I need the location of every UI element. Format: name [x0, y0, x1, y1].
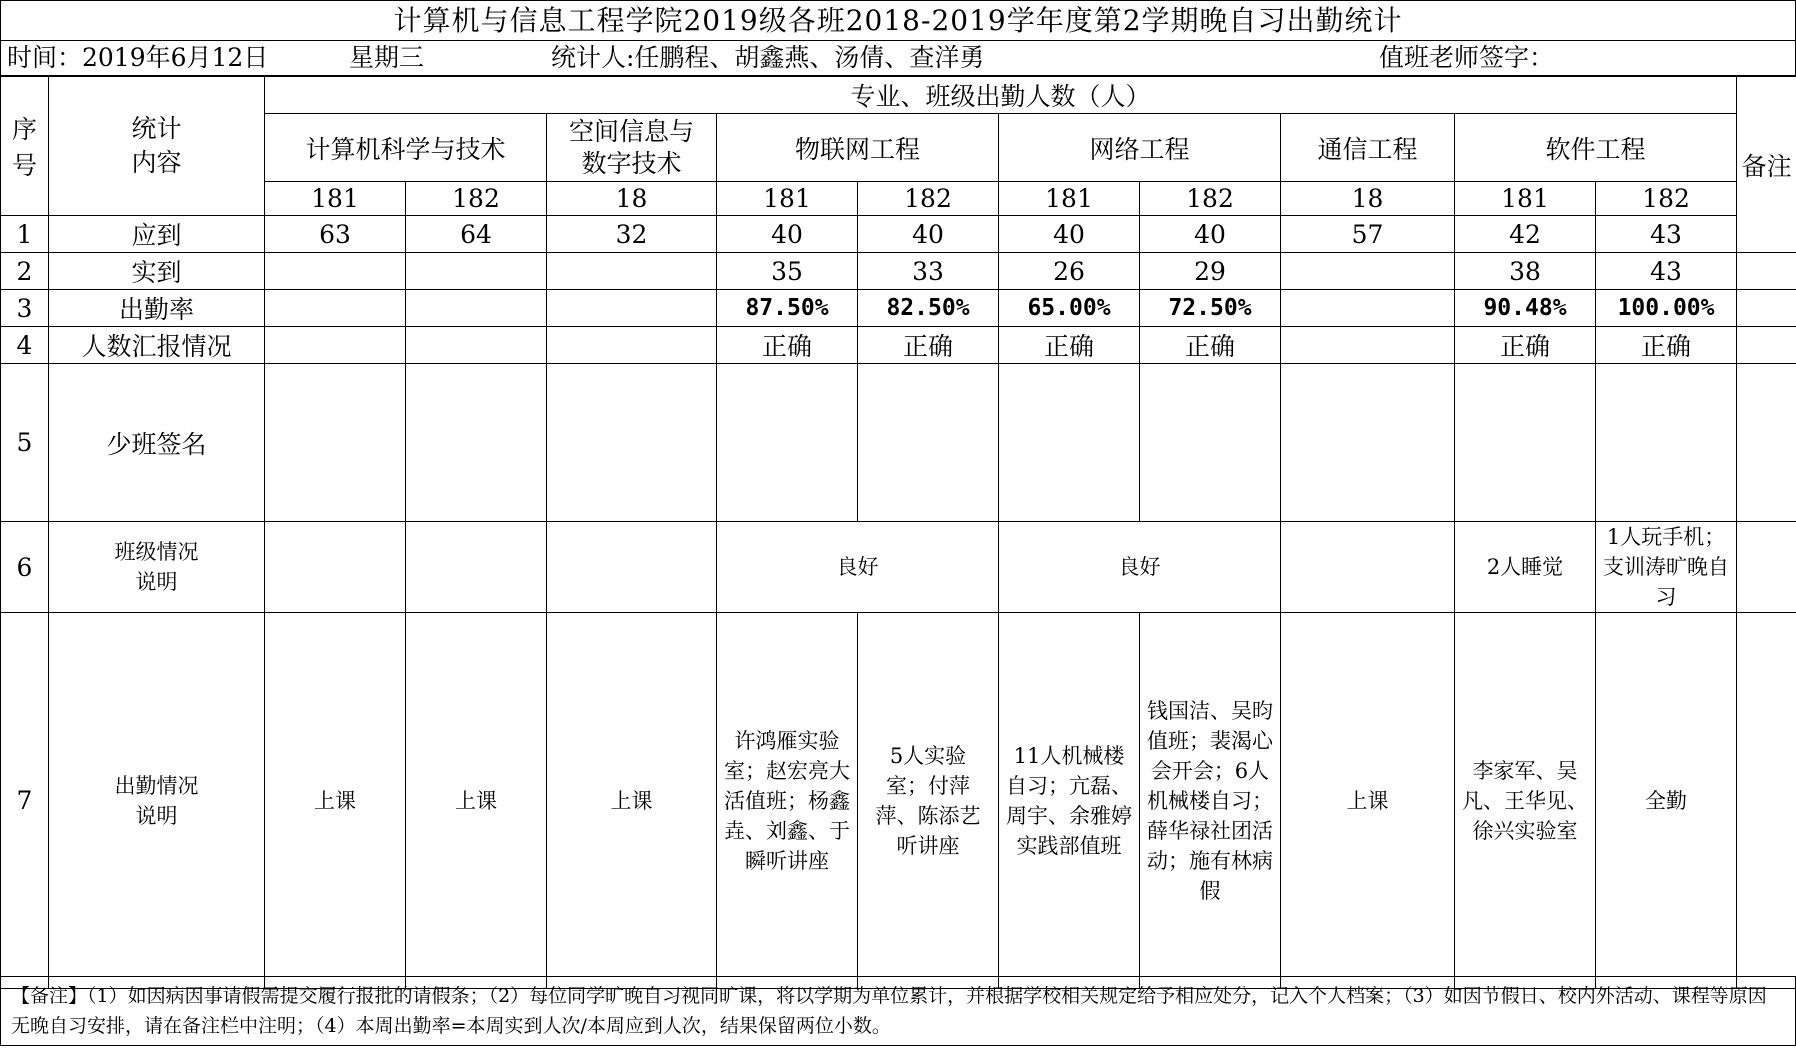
remark-cell	[1737, 613, 1796, 989]
data-cell: 上课	[1281, 613, 1455, 989]
major-spatial: 空间信息与 数字技术	[547, 114, 717, 182]
data-cell: 40	[999, 216, 1140, 253]
data-cell	[1596, 522, 1737, 613]
row-seq: 6	[1, 522, 49, 613]
table-row	[1, 253, 1796, 290]
data-cell: 正确	[1455, 327, 1596, 364]
class-header: 182	[406, 182, 547, 216]
data-cell	[265, 253, 406, 290]
data-cell: 57	[1281, 216, 1455, 253]
class-header: 182	[858, 182, 999, 216]
signature-cell	[1281, 364, 1455, 522]
data-cell: 38	[1455, 253, 1596, 290]
data-cell	[1140, 613, 1281, 989]
class-header: 18	[547, 182, 717, 216]
data-cell: 42	[1455, 216, 1596, 253]
info-row	[0, 40, 1796, 76]
table-row	[1, 290, 1796, 327]
data-cell	[1281, 522, 1455, 613]
data-cell: 正确	[1140, 327, 1281, 364]
class-status-note: 1人玩手机；支训涛旷晚自习	[1603, 525, 1730, 609]
row-label: 出勤率	[49, 290, 265, 327]
data-cell	[406, 522, 547, 613]
data-cell: 100.00%	[1596, 290, 1737, 327]
data-cell	[406, 253, 547, 290]
data-cell: 35	[717, 253, 858, 290]
data-cell: 63	[265, 216, 406, 253]
data-cell: 32	[547, 216, 717, 253]
row-label: 班级情况 说明	[49, 522, 265, 613]
signature-cell	[1596, 364, 1737, 522]
network-status-cell: 良好	[999, 522, 1281, 613]
row-seq: 5	[1, 364, 49, 522]
class-header: 181	[1455, 182, 1596, 216]
row-seq: 7	[1, 613, 49, 989]
data-cell: 82.50%	[858, 290, 999, 327]
data-cell: 上课	[547, 613, 717, 989]
major-network: 网络工程	[999, 114, 1281, 182]
table-row	[1, 613, 1796, 989]
data-cell: 全勤	[1596, 613, 1737, 989]
major-comm: 通信工程	[1281, 114, 1455, 182]
iot-status-cell: 良好	[717, 522, 999, 613]
data-cell: 上课	[406, 613, 547, 989]
header-group-title: 专业、班级出勤人数（人）	[265, 77, 1737, 114]
remark-cell	[1737, 290, 1796, 327]
data-cell: 72.50%	[1140, 290, 1281, 327]
row-label: 应到	[49, 216, 265, 253]
data-cell: 上课	[265, 613, 406, 989]
data-cell: 40	[717, 216, 858, 253]
signature-cell	[265, 364, 406, 522]
row-label: 实到	[49, 253, 265, 290]
row-label: 少班签名	[49, 364, 265, 522]
header-content: 统计 内容	[49, 77, 265, 216]
data-cell: 正确	[858, 327, 999, 364]
data-cell	[1281, 253, 1455, 290]
data-cell	[547, 253, 717, 290]
data-cell	[547, 327, 717, 364]
data-cell	[406, 327, 547, 364]
class-header: 181	[265, 182, 406, 216]
signature-cell	[717, 364, 858, 522]
data-cell	[1281, 327, 1455, 364]
data-cell: 29	[1140, 253, 1281, 290]
remark-cell	[1737, 364, 1796, 522]
data-cell: 90.48%	[1455, 290, 1596, 327]
class-header: 18	[1281, 182, 1455, 216]
data-cell	[265, 327, 406, 364]
major-software: 软件工程	[1455, 114, 1737, 182]
data-cell	[999, 613, 1140, 989]
row-label: 人数汇报情况	[49, 327, 265, 364]
weekday-text: 星期三	[349, 43, 425, 72]
table-row	[1, 522, 1796, 613]
major-iot: 物联网工程	[717, 114, 999, 182]
date-text: 时间：2019年6月12日	[7, 43, 269, 72]
attendance-note: 钱国洁、吴昀值班；裴渴心会开会；6人机械楼自习；薛华禄社团活动；施有林病假	[1147, 698, 1273, 903]
data-cell	[1455, 613, 1596, 989]
row-seq: 2	[1, 253, 49, 290]
data-cell	[858, 613, 999, 989]
attendance-note: 11人机械楼自习；亢磊、周宇、余雅婷实践部值班	[1006, 743, 1132, 858]
class-header: 182	[1596, 182, 1737, 216]
data-cell: 43	[1596, 216, 1737, 253]
signature-cell	[999, 364, 1140, 522]
class-header: 181	[999, 182, 1140, 216]
data-cell: 26	[999, 253, 1140, 290]
signature-cell	[858, 364, 999, 522]
table-row	[1, 327, 1796, 364]
row-seq: 3	[1, 290, 49, 327]
data-cell: 2人睡觉	[1455, 522, 1596, 613]
data-cell: 65.00%	[999, 290, 1140, 327]
data-cell: 40	[858, 216, 999, 253]
header-remark: 备注	[1737, 77, 1796, 253]
data-cell: 64	[406, 216, 547, 253]
footer-notes: 【备注】（1）如因病因事请假需提交履行报批的请假条；（2）每位同学旷晚自习视同旷课，将以学期为单位累计，并根据学校相关规定给予相应处分，记入个人档案；（3）如因节假日、校内外活动、课程等原因无晚自习安排，请在备注栏中注明；（4）本周出勤率=本周实到人次/本周应到人次，结果保留两位小数。	[0, 976, 1796, 1046]
remark-cell	[1737, 327, 1796, 364]
attendance-note: 5人实验室；付萍萍、陈添艺听讲座	[875, 743, 981, 858]
row-seq: 4	[1, 327, 49, 364]
stat-people-text: 统计人:任鹏程、胡鑫燕、汤倩、查洋勇	[551, 43, 985, 72]
major-cs: 计算机科学与技术	[265, 114, 547, 182]
table-row	[1, 364, 1796, 522]
attendance-note: 李家军、吴凡、王华见、徐兴实验室	[1462, 758, 1588, 843]
table-row	[1, 216, 1796, 253]
data-cell: 43	[1596, 253, 1737, 290]
header-seq: 序号	[1, 77, 49, 216]
sheet-title: 计算机与信息工程学院2019级各班2018-2019学年度第2学期晚自习出勤统计	[0, 0, 1796, 41]
signature-cell	[406, 364, 547, 522]
row-seq: 1	[1, 216, 49, 253]
data-cell: 正确	[717, 327, 858, 364]
attendance-note: 许鸿雁实验室；赵宏亮大活值班；杨鑫垚、刘鑫、于瞬听讲座	[724, 728, 850, 873]
row-label: 出勤情况 说明	[49, 613, 265, 989]
data-cell: 87.50%	[717, 290, 858, 327]
class-header: 181	[717, 182, 858, 216]
data-cell	[265, 290, 406, 327]
data-cell	[1281, 290, 1455, 327]
signature-cell	[1140, 364, 1281, 522]
class-header: 182	[1140, 182, 1281, 216]
data-cell	[547, 290, 717, 327]
signature-cell	[547, 364, 717, 522]
attendance-table	[0, 76, 1796, 989]
data-cell: 33	[858, 253, 999, 290]
data-cell: 正确	[999, 327, 1140, 364]
signature-cell	[1455, 364, 1596, 522]
data-cell: 正确	[1596, 327, 1737, 364]
remark-cell	[1737, 522, 1796, 613]
data-cell	[717, 613, 858, 989]
remark-cell	[1737, 253, 1796, 290]
data-cell	[547, 522, 717, 613]
teacher-sign-text: 值班老师签字：	[1379, 43, 1555, 72]
data-cell	[406, 290, 547, 327]
data-cell: 40	[1140, 216, 1281, 253]
data-cell	[265, 522, 406, 613]
